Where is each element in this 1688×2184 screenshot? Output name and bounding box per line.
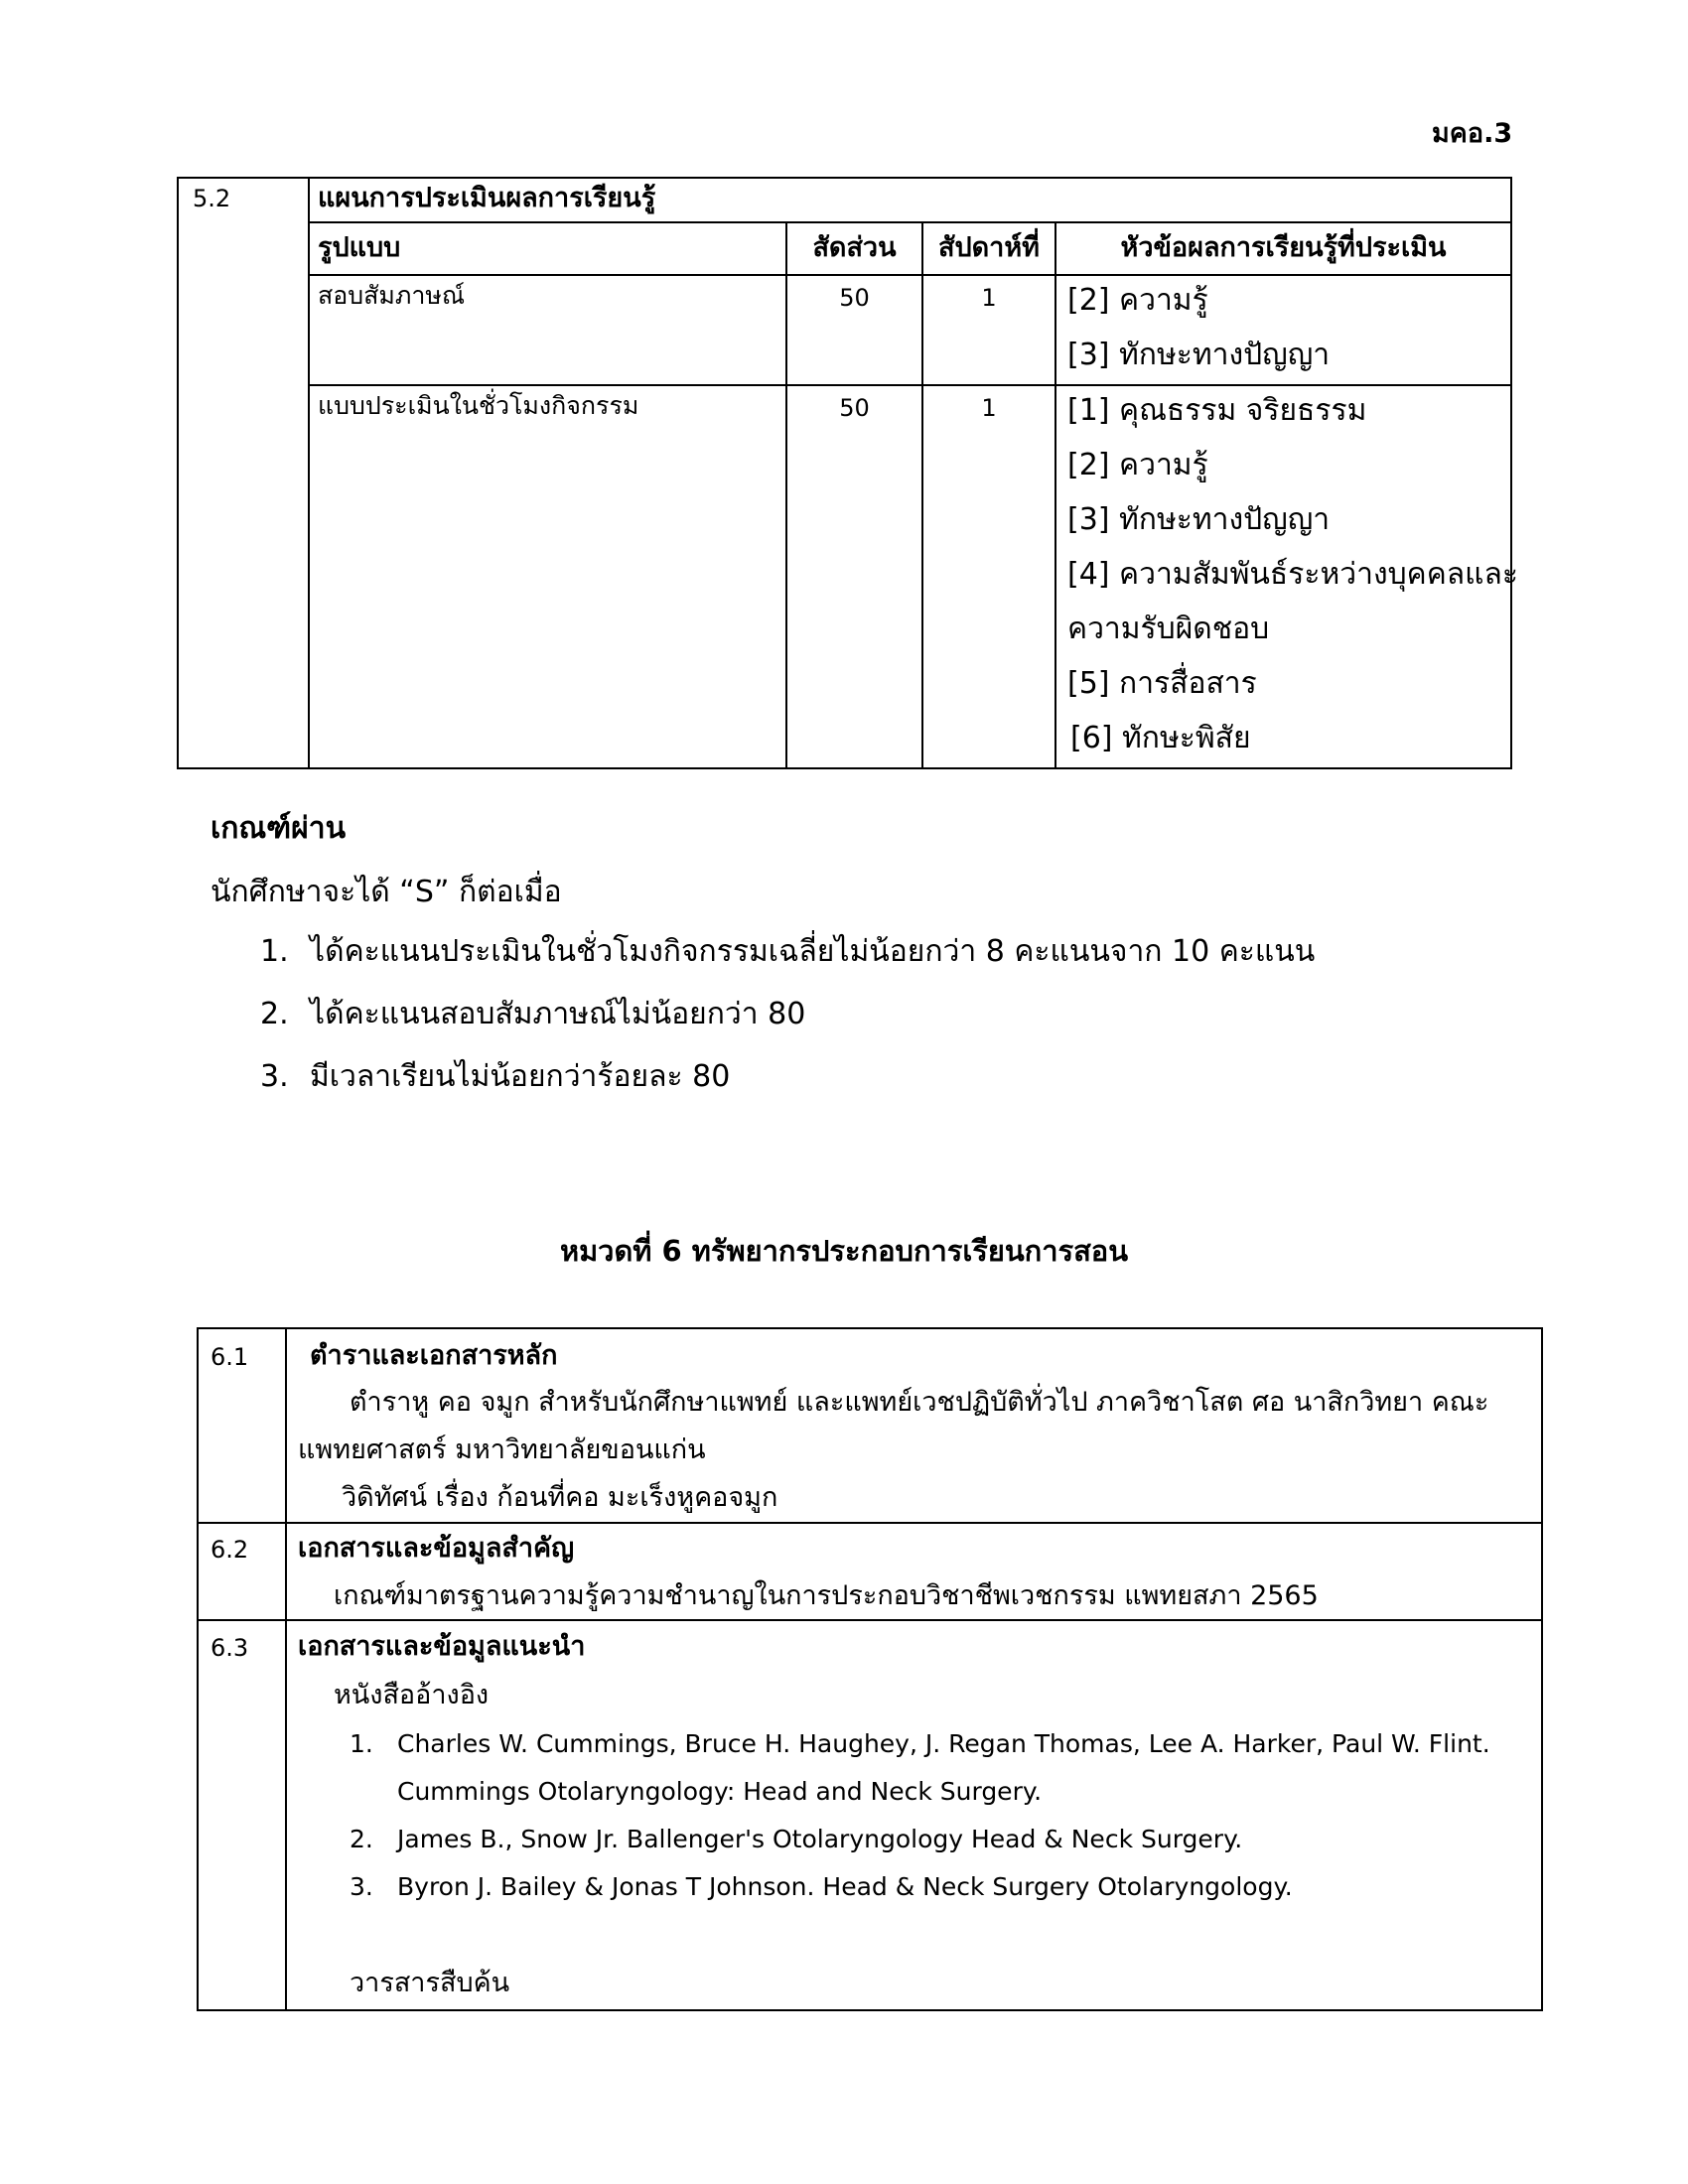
- row-topic: [2] ความรู้: [1067, 448, 1208, 482]
- section-number: 6.2: [211, 1536, 249, 1564]
- col-header-format: รูปแบบ: [318, 232, 401, 263]
- list-item-number: 1.: [350, 1729, 373, 1758]
- section-title: แผนการประเมินผลการเรียนรู้: [318, 183, 656, 213]
- col-header-week: สัปดาห์ที่: [938, 232, 1040, 263]
- text-line: แพทยศาสตร์ มหาวิทยาลัยขอนแก่น: [298, 1434, 706, 1465]
- text-line: วิดิทัศน์ เรื่อง ก้อนที่คอ มะเร็งหูคอจมูก: [342, 1482, 778, 1513]
- list-item: ได้คะแนนสอบสัมภาษณ์ไม่น้อยกว่า 80: [310, 997, 806, 1031]
- row-topic: [4] ความสัมพันธ์ระหว่างบุคคลและ: [1067, 557, 1518, 592]
- row-week: 1: [981, 284, 997, 312]
- criteria-intro: นักศึกษาจะได้ “S” ก็ต่อเมื่อ: [211, 875, 562, 909]
- row-week: 1: [981, 394, 997, 422]
- section-title: เอกสารและข้อมูลสำคัญ: [298, 1533, 575, 1564]
- list-item: Cummings Otolaryngology: Head and Neck Surgery.: [397, 1777, 1043, 1806]
- section-title: เอกสารและข้อมูลแนะนำ: [298, 1631, 586, 1662]
- section-title: ตำราและเอกสารหลัก: [310, 1340, 558, 1371]
- criteria-title: เกณฑ์ผ่าน: [211, 811, 347, 846]
- journal-label: วารสารสืบค้น: [350, 1968, 510, 1998]
- text-line: เกณฑ์มาตรฐานความรู้ความชำนาญในการประกอบวิชาชีพเวชกรรม แพทยสภา 2565: [334, 1580, 1319, 1611]
- row-ratio: 50: [839, 394, 870, 422]
- list-item: James B., Snow Jr. Ballenger's Otolaryngology Head & Neck Surgery.: [397, 1825, 1243, 1853]
- row-topic: [1] คุณธรรม จริยธรรม: [1067, 393, 1367, 428]
- list-item: มีเวลาเรียนไม่น้อยกว่าร้อยละ 80: [310, 1059, 731, 1094]
- row-topic: [3] ทักษะทางปัญญา: [1067, 502, 1331, 537]
- list-item-number: 1.: [260, 934, 289, 969]
- form-code: มคอ.3: [1432, 118, 1513, 149]
- list-item-number: 2.: [350, 1825, 373, 1853]
- row-topic: ความรับผิดชอบ: [1067, 612, 1270, 646]
- list-item-number: 3.: [260, 1059, 289, 1094]
- row-topic: [3] ทักษะทางปัญญา: [1067, 338, 1331, 372]
- list-item-number: 3.: [350, 1872, 373, 1901]
- col-header-ratio: สัดส่วน: [812, 232, 897, 263]
- list-item: Charles W. Cummings, Bruce H. Haughey, J. Regan Thomas, Lee A. Harker, Paul W. Flint.: [397, 1729, 1490, 1758]
- row-format: สอบสัมภาษณ์: [318, 281, 466, 310]
- row-topic: [5] การสื่อสาร: [1067, 666, 1257, 701]
- list-item-number: 2.: [260, 997, 289, 1031]
- text-line: ตำราหู คอ จมูก สำหรับนักศึกษาแพทย์ และแพทย์เวชปฏิบัติทั่วไป ภาควิชาโสต ศอ นาสิกวิทยา คณะ: [350, 1387, 1489, 1418]
- chapter-title: หมวดที่ 6 ทรัพยากรประกอบการเรียนการสอน: [559, 1234, 1129, 1268]
- section-number: 6.3: [211, 1634, 249, 1662]
- row-topic: [2] ความรู้: [1067, 283, 1208, 318]
- section-number: 6.1: [211, 1343, 249, 1371]
- row-ratio: 50: [839, 284, 870, 312]
- list-item: ได้คะแนนประเมินในชั่วโมงกิจกรรมเฉลี่ยไม่น้อยกว่า 8 คะแนนจาก 10 คะแนน: [310, 934, 1316, 969]
- col-header-topics: หัวข้อผลการเรียนรู้ที่ประเมิน: [1120, 232, 1447, 263]
- section-number: 5.2: [193, 185, 231, 212]
- list-item: Byron J. Bailey & Jonas T Johnson. Head & Neck Surgery Otolaryngology.: [397, 1872, 1293, 1901]
- row-format: แบบประเมินในชั่วโมงกิจกรรม: [318, 391, 639, 420]
- subtitle: หนังสืออ้างอิง: [334, 1680, 490, 1710]
- row-topic: [6] ทักษะพิสัย: [1070, 721, 1251, 755]
